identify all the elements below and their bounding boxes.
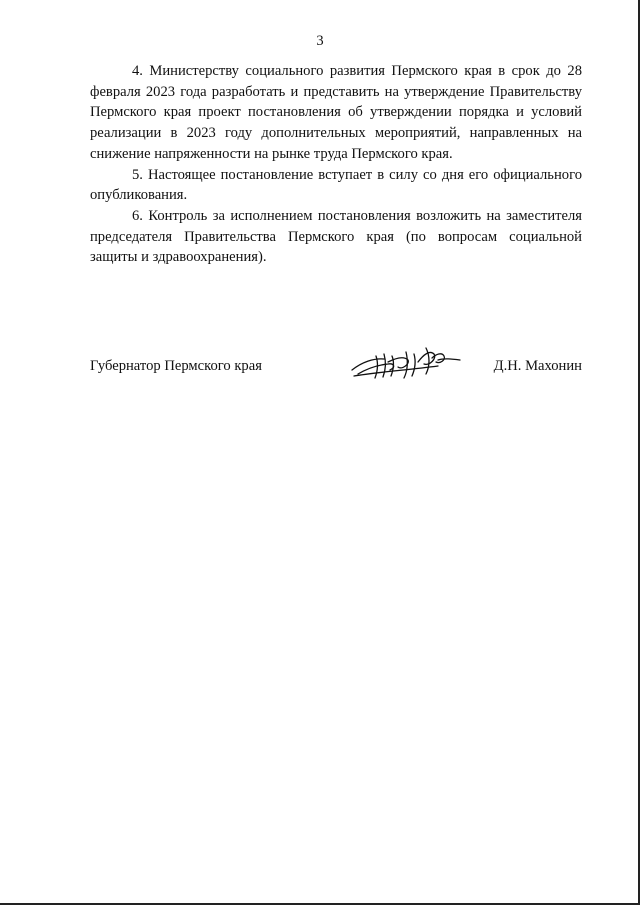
document-body bbox=[90, 61, 582, 268]
paragraph-6: 6. Контроль за исполнением постановления возложить на заместителя председателя Правительства Пермского края (по вопросам социальной защиты и здравоохранения). bbox=[90, 207, 582, 266]
page-number: 3 bbox=[316, 33, 324, 49]
signature-block bbox=[90, 350, 582, 390]
paragraph-4: 4. Министерству социального развития Пермского края в срок до 28 февраля 2023 года разработать и представить на утверждение Правительству Пермского края проект постановления об утверждении порядка и условий реализации в 2023 году дополнительных мероприятий, направленных на снижение напряженности на рынке труда Пермского края. bbox=[90, 63, 582, 162]
paragraph-5: 5. Настоящее постановление вступает в силу со дня его официального опубликования. bbox=[90, 166, 582, 204]
signer-name: Д.Н. Махонин bbox=[493, 358, 582, 374]
handwritten-signature bbox=[348, 340, 468, 382]
signer-title: Губернатор Пермского края bbox=[90, 358, 262, 374]
